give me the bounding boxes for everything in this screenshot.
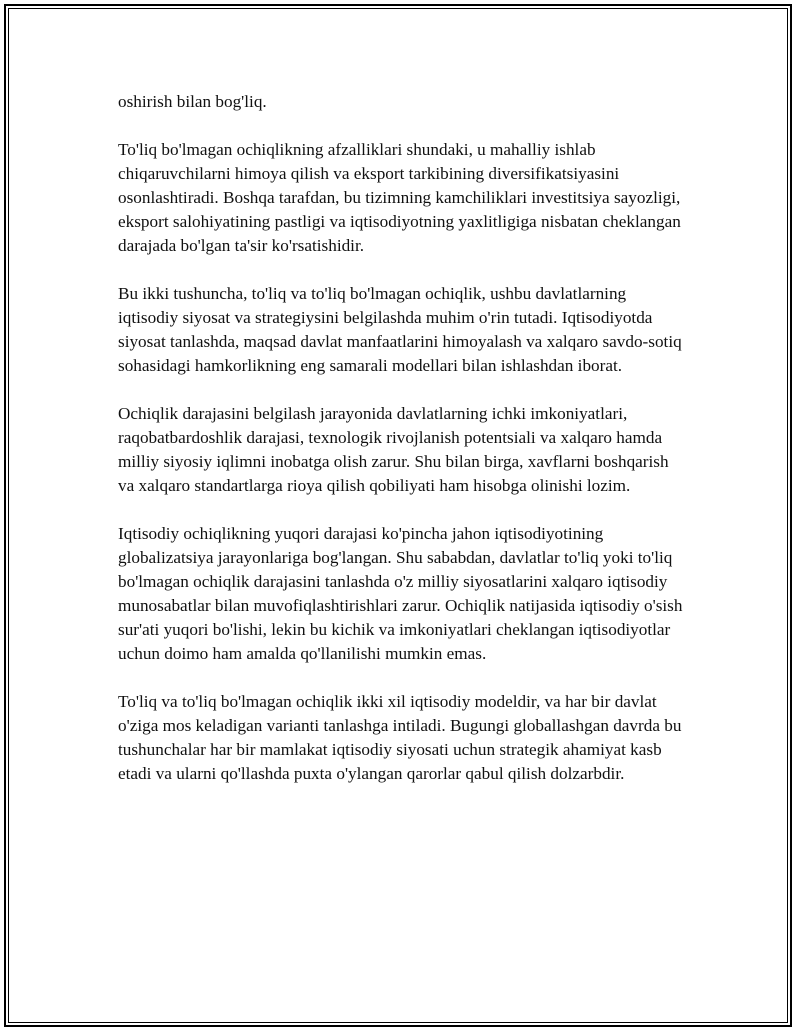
paragraph-6: To'liq va to'liq bo'lmagan ochiqlik ikki xil iqtisodiy modeldir, va har bir davlat o'ziga mos keladigan varianti tanlashga intiladi. Bugungi globallashgan davrda bu tushunchalar har bir mamlakat iqtisodiy siyosati uchun strategik ahamiyat kasb etadi va ularni qo'llashda puxta o'ylangan qarorlar qabul qilish dolzarbdir. <box>118 692 682 783</box>
paragraph-4: Ochiqlik darajasini belgilash jarayonida davlatlarning ichki imkoniyatlari, raqobatbardoshlik darajasi, texnologik rivojlanish potentsiali va xalqaro hamda milliy siyosiy iqlimni inobatga olish zarur. Shu bilan birga, xavflarni boshqarish va xalqaro standartlarga rioya qilish qobiliyati ham hisobga olinishi lozim. <box>118 404 669 495</box>
document-body <box>118 90 688 810</box>
paragraph-5: Iqtisodiy ochiqlikning yuqori darajasi ko'pincha jahon iqtisodiyotining globalizatsiya jarayonlariga bog'langan. Shu sababdan, davlatlar to'liq yoki to'liq bo'lmagan ochiqlik darajasini tanlashda o'z milliy siyosatlarini xalqaro iqtisodiy munosabatlar bilan muvofiqlashtirishlari zarur. Ochiqlik natijasida iqtisodiy o'sish sur'ati yuqori bo'lishi, lekin bu kichik va imkoniyatlari cheklangan iqtisodiyotlar uchun doimo ham amalda qo'llanilishi mumkin emas. <box>118 524 683 663</box>
paragraph-2: To'liq bo'lmagan ochiqlikning afzalliklari shundaki, u mahalliy ishlab chiqaruvchilarni himoya qilish va eksport tarkibining diversifikatsiyasini osonlashtiradi. Boshqa tarafdan, bu tizimning kamchiliklari investitsiya sayozligi, eksport salohiyatining pastligi va iqtisodiyotning yaxlitligiga nisbatan cheklangan darajada bo'lgan ta'sir ko'rsatishidir. <box>118 140 681 255</box>
paragraph-3: Bu ikki tushuncha, to'liq va to'liq bo'lmagan ochiqlik, ushbu davlatlarning iqtisodiy siyosat va strategiysini belgilashda muhim o'rin tutadi. Iqtisodiyotda siyosat tanlashda, maqsad davlat manfaatlarini himoyalash va xalqaro savdo-sotiq sohasidagi hamkorlikning eng samarali modellari bilan ishlashdan iborat. <box>118 284 682 375</box>
paragraph-1: oshirish bilan bog'liq. <box>118 92 267 111</box>
